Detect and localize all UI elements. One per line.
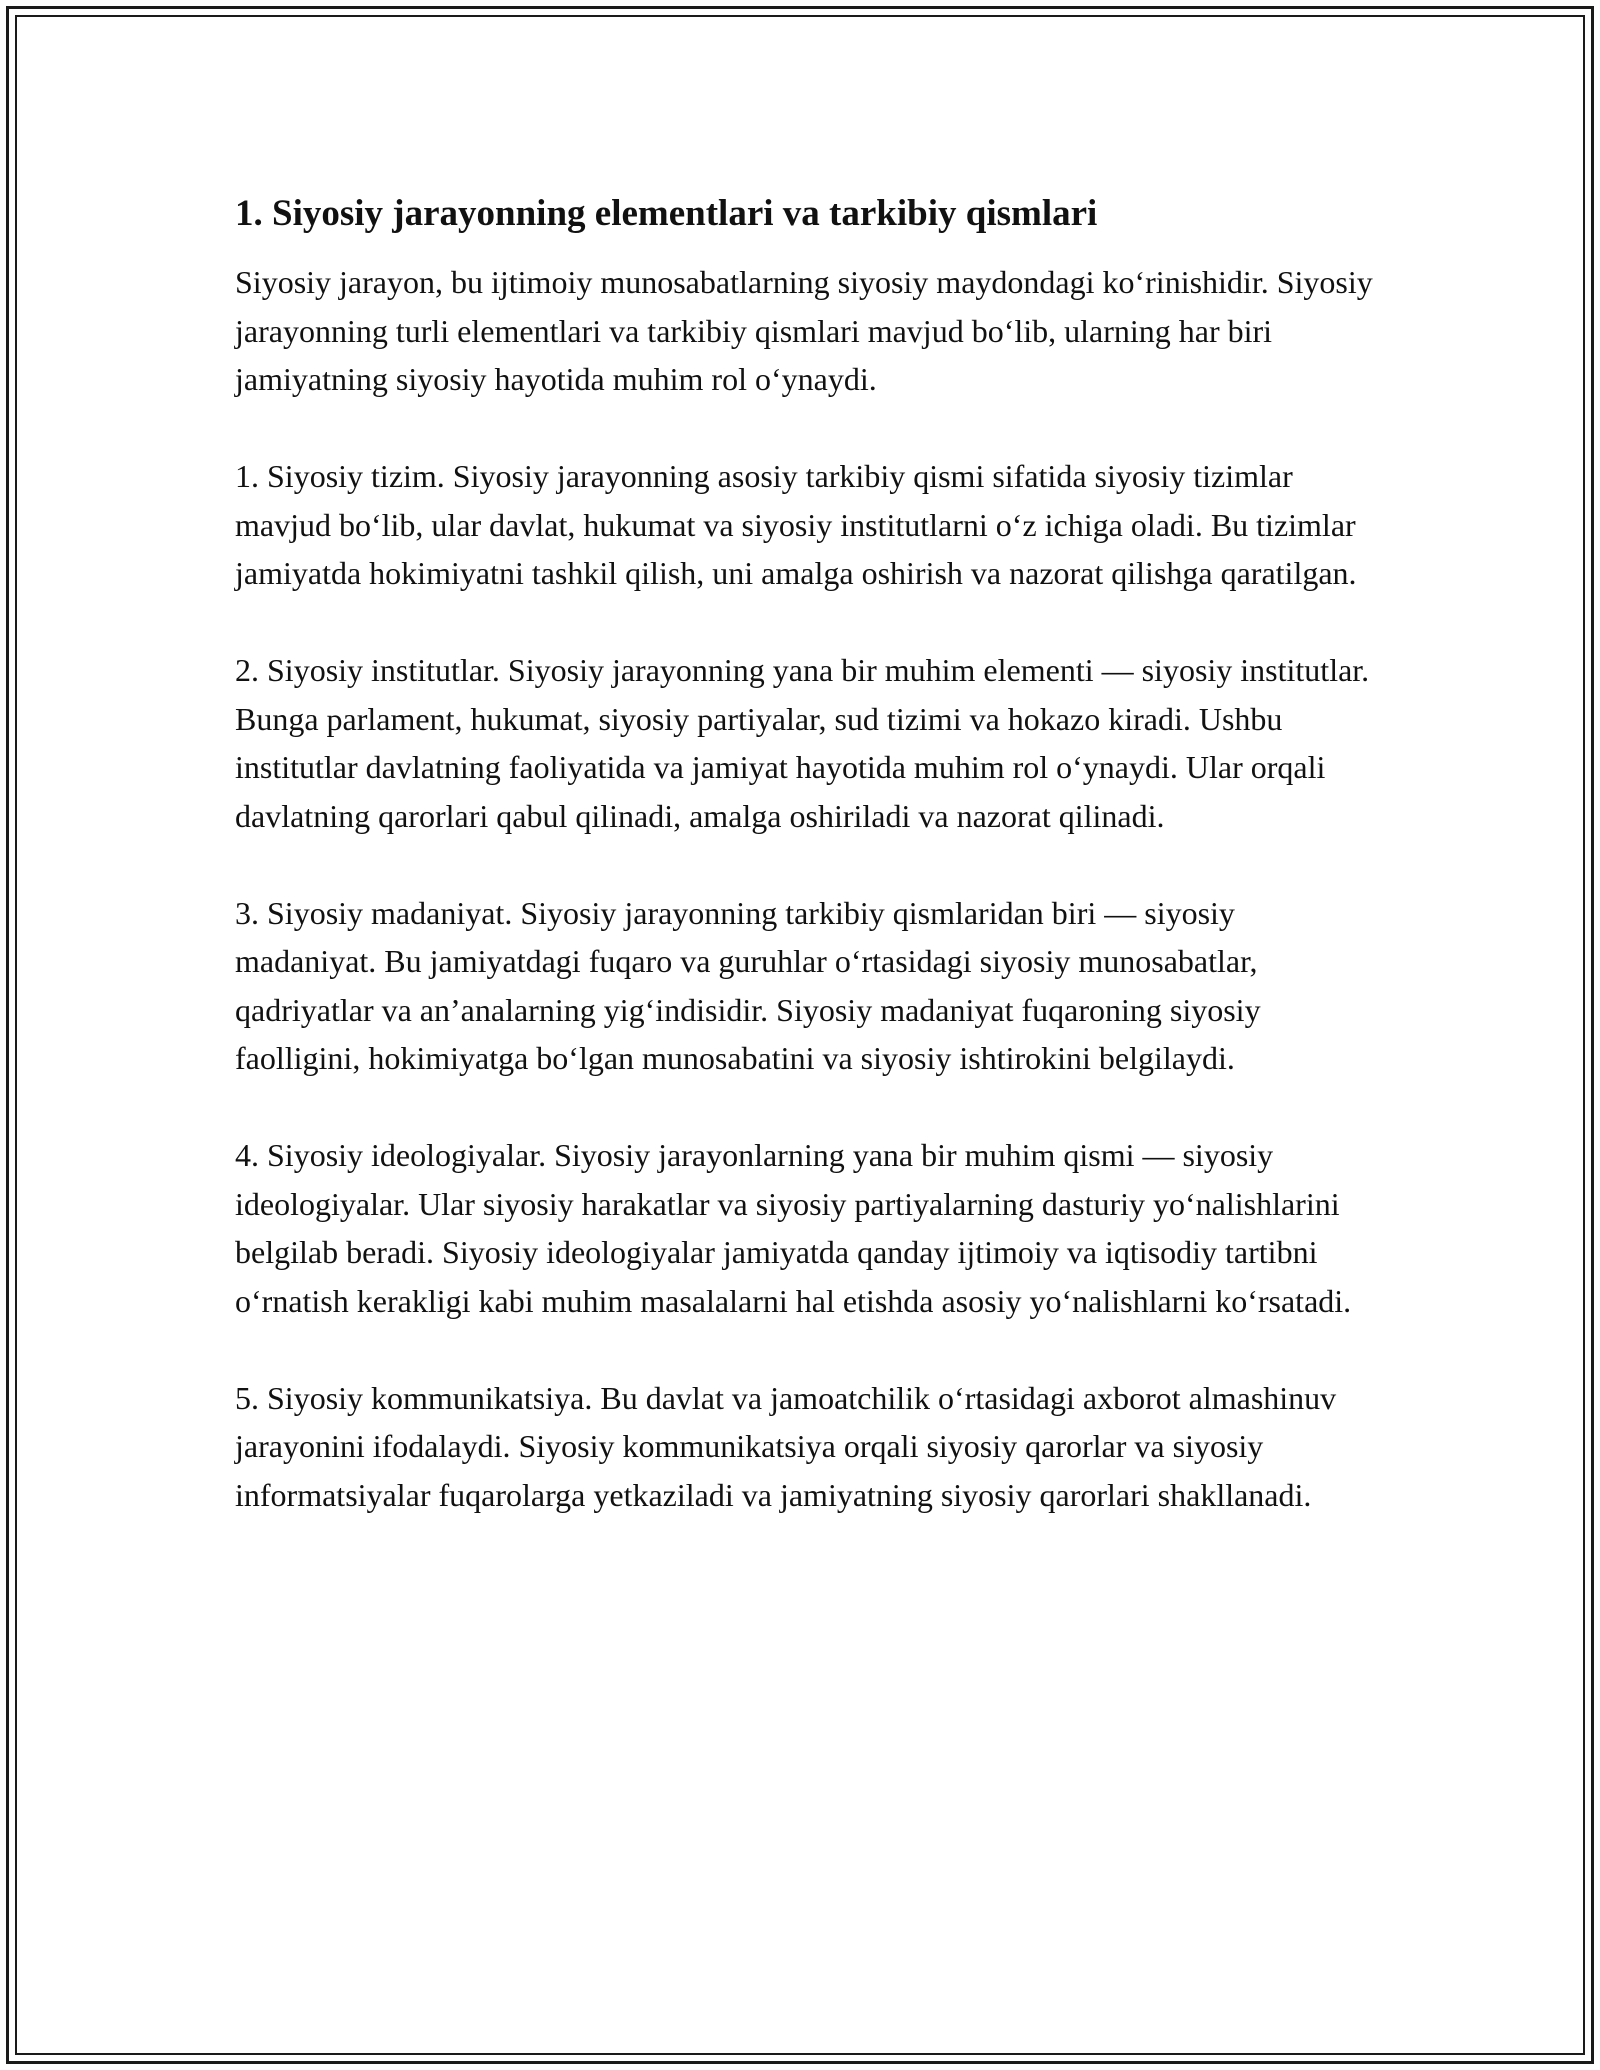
paragraph-political-system: 1. Siyosiy tizim. Siyosiy jarayonning asosiy tarkibiy qismi sifatida siyosiy tizimlar mavjud bo‘lib, ular davlat, hukumat va siyosiy institutlarni o‘z ichiga oladi. Bu tizimlar jamiyatda hokimiyatni tashkil qilish, uni amalga oshirish va nazorat qilishga qaratilgan.: [235, 458, 1357, 591]
document-title: 1. Siyosiy jarayonning elementlari va tarkibiy qismlari: [235, 193, 1098, 234]
paragraph-political-institutions: 2. Siyosiy institutlar. Siyosiy jarayonning yana bir muhim elementi — siyosiy institutlar. Bunga parlament, hukumat, siyosiy partiyalar, sud tizimi va hokazo kiradi. Ushbu institutlar davlatning faoliyatida va jamiyat hayotida muhim rol o‘ynaydi. Ular orqali davlatning qarorlari qabul qilinadi, amalga oshiriladi va nazorat qilinadi.: [235, 652, 1370, 834]
paragraph-political-communication: 5. Siyosiy kommunikatsiya. Bu davlat va jamoatchilik o‘rtasidagi axborot almashinuv jarayonini ifodalaydi. Siyosiy kommunikatsiya orqali siyosiy qarorlar va siyosiy informatsiyalar fuqarolarga yetkaziladi va jamiyatning siyosiy qarorlari shakllanadi.: [235, 1379, 1337, 1513]
paragraph-intro: Siyosiy jarayon, bu ijtimoiy munosabatlarning siyosiy maydondagi ko‘rinishidir. Siyosiy jarayonning turli elementlari va tarkibiy qismlari mavjud bo‘lib, ularning har biri jamiyatning siyosiy hayotida muhim rol o‘ynaydi.: [235, 264, 1373, 397]
paragraph-political-ideologies: 4. Siyosiy ideologiyalar. Siyosiy jarayonlarning yana bir muhim qismi — siyosiy ideologiyalar. Ular siyosiy harakatlar va siyosiy partiyalarning dasturiy yo‘nalishlarini belgilab beradi. Siyosiy ideologiyalar jamiyatda qanday ijtimoiy va iqtisodiy tartibni o‘rnatish kerakligi kabi muhim masalalarni hal etishda asosiy yo‘nalishlarni ko‘rsatadi.: [235, 1137, 1352, 1319]
document-body: [235, 186, 1380, 1519]
paragraph-political-culture: 3. Siyosiy madaniyat. Siyosiy jarayonning tarkibiy qismlaridan biri — siyosiy madaniyat. Bu jamiyatdagi fuqaro va guruhlar o‘rtasidagi siyosiy munosabatlar, qadriyatlar va an’analarning yig‘indisidir. Siyosiy madaniyat fuqaroning siyosiy faolligini, hokimiyatga bo‘lgan munosabatini va siyosiy ishtirokini belgilaydi.: [235, 894, 1261, 1076]
